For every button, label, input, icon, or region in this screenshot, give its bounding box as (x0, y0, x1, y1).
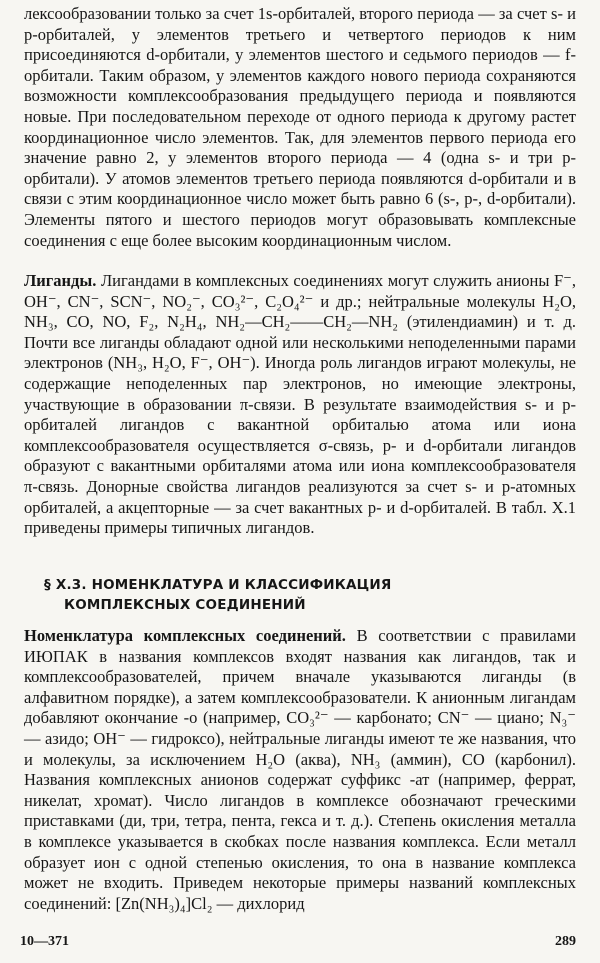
section-heading-line-1: § X.3. НОМЕНКЛАТУРА И КЛАССИФИКАЦИЯ (44, 577, 392, 593)
page-number: 289 (555, 934, 576, 949)
paragraph-nomenclature (24, 626, 576, 914)
paragraph-text: Лигандами в комплексных соединениях могут служить анионы F⁻, OH⁻, CN⁻, SCN⁻, NO₂⁻, CO₃²⁻, C₂O₄²⁻ и др.; нейтральные молекулы H₂O, NH₃, CO, NO, F₂, N₂H₄, NH₂—CH₂——CH₂—NH₂ (этилендиамин) и т. д. Почти все лиганды обладают одной или несколькими неподеленными парами электронов (NH₃, H₂O, F⁻, OH⁻). Иногда роль лигандов играют молекулы, не содержащие неподеленных пар электронов, но имеющие электроны, участвующие в образовании π-связи. В результате взаимодействия s- и p-орбиталей лигандов с вакантной орбиталью атома или иона комплексообразователя осуществляется σ-связь, p- и d-орбитали лигандов образуют с вакантными орбиталями атома или иона комплексообразователя π-связь. Донорные свойства лигандов реализуются за счет s- и p-атомных орбиталей, а акцепторные — за счет вакантных p- и d-орбиталей. В табл. X.1 приведены примеры типичных лигандов. (24, 271, 576, 538)
nomenclature-run-in-heading: Номенклатура комплексных соединений. (24, 626, 346, 645)
paragraph-coordination-number (24, 4, 576, 251)
printer-signature: 10—371 (20, 934, 69, 949)
paragraph-ligands (24, 271, 576, 539)
ligands-run-in-heading: Лиганды. (24, 271, 97, 290)
section-heading-line-2: КОМПЛЕКСНЫХ СОЕДИНЕНИЙ (64, 597, 306, 613)
paragraph-text: лексообразовании только за счет 1s-орбиталей, второго периода — за счет s- и p-орбиталей, у элементов третьего и четвертого периодов к ним присоединяются d-орбитали, у элементов шестого и седьмого периодов — f-орбитали. Таким образом, у элементов каждого нового периода сохраняются возможности комплексообразования предыдущего периода и появляются новые. При последовательном переходе от одного периода к другому растет координационное число элементов. Так, для элементов первого периода его значение равно 2, у элементов второго периода — 4 (одна s- и три p-орбитали). У атомов элементов третьего периода появляются d-орбитали и в связи с этим координационное число может быть равно 6 (s-, p-, d-орбитали). Элементы пятого и шестого периодов могут образовывать комплексные соединения с еще более высоким координационным числом. (24, 4, 576, 250)
paragraph-text: В соответствии с правилами ИЮПАК в названия комплексов входят названия как лигандов, так и комплексообразователей, причем вначале указываются лиганды (в алфавитном порядке), а затем комплексообразователи. К анионным лигандам добавляют окончание -о (например, CO₃²⁻ — карбонато; CN⁻ — циано; N₃⁻ — азидо; OH⁻ — гидроксо), нейтральные лиганды имеют те же названия, что и молекулы, за исключением H₂O (аква), NH₃ (аммин), CO (карбонил). Названия комплексных анионов содержат суффикс -ат (например, феррат, никелат, хромат). Число лигандов в комплексе обозначают греческими приставками (ди, три, тетра, пента, гекса и т. д.). Степень окисления металла в комплексе указывается в скобках после названия комплекса. Если металл образует ион с одной степенью окисления, то она в название комплекса может не входить. Приведем некоторые примеры названий комплексных соединений: [Zn(NH₃)₄]Cl₂ — дихлорид (24, 626, 576, 913)
